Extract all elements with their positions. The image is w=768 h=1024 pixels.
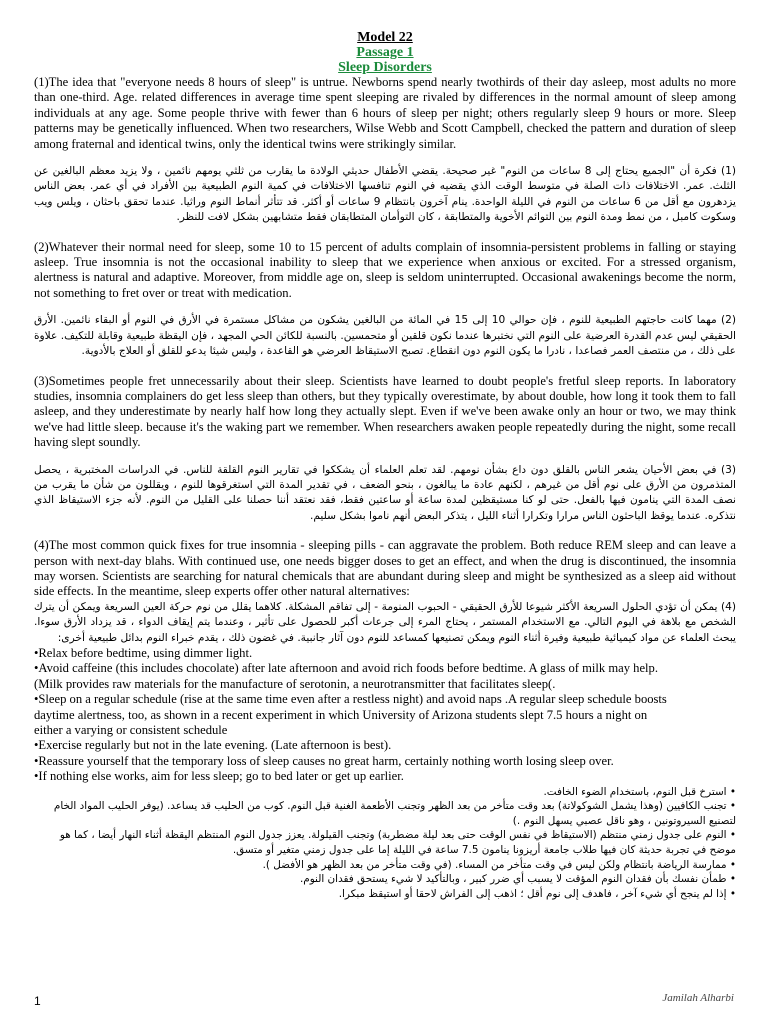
tip-arabic: • ممارسة الرياضة بانتظام ولكن ليس في وقت متأخر من المساء. (في وقت متأخر من بعد الظهر هو الأفضل ).: [262, 858, 736, 871]
paragraph-4-arabic: (4) يمكن أن تؤدي الحلول السريعة الأكثر شيوعا للأرق الحقيقي - الحبوب المنومة - إلى تفاقم المشكلة. كلاهما يقلل من نوم حركة العين السريعة ويمكن أن يترك الشخص مع بلاهة في اليوم التالي. مع الاستخدام المستمر ، يحتاج المرء إلى جرعات أكبر للحصول على تأثير ، وعندما يتم إيقاف الدواء ، قد يزداد الأرق سوءا. يبحث العلماء عن مواد كيميائية طبيعية وفيرة أثناء النوم ويمكن تصنيعها كمساعد للنوم دون آثار جانبية. في غضون ذلك ، يقدم خبراء النوم بدائل طبيعية أخرى:: [34, 600, 736, 644]
document-header: [34, 30, 736, 75]
author-signature: Jamilah Alharbi: [662, 992, 734, 1004]
tip-english: either a varying or consistent schedule: [34, 723, 228, 738]
paragraph-2-english: (2)Whatever their normal need for sleep, some 10 to 15 percent of adults complain of insomnia-persistent problems in falling or staying asleep. True insomnia is not the occasional inability to sleep that we experience when anxious or excited. For a stressed organism, alertness is natural and adaptive. Moreover, from middle age on, sleep is seldom uninterrupted. Occasional awakenings become the norm, not something to fret over or treat with medication.: [34, 239, 736, 300]
page-number: 1: [34, 994, 41, 1008]
tip-english: •If nothing else works, aim for less sleep; go to bed later or get up earlier.: [34, 769, 404, 784]
tip-english: •Sleep on a regular schedule (rise at the same time even after a restless night) and avoid naps .A regular sleep schedule boosts: [34, 692, 667, 707]
passage-title: Sleep Disorders: [338, 60, 432, 75]
model-title: Model 22: [357, 30, 413, 45]
tip-arabic: • النوم على جدول زمني منتظم (الاستيقاظ في نفس الوقت حتى بعد ليلة مضطربة) وتجنب القيلولة. يعزز جدول النوم المنتظم اليقظة أثناء النهار أيضا ، كما هو موضح في تجربة حديثة كان فيها طلاب جامعة أريزونا ينامون 7.5 ساعة في الليلة إما على جدول زمني متغير أو متسق.: [59, 829, 736, 857]
paragraph-2-arabic: (2) مهما كانت حاجتهم الطبيعية للنوم ، فإن حوالي 10 إلى 15 في المائة من البالغين يشكون من مشاكل مستمرة في الأرق في النوم أو البقاء نائمين. الأرق الحقيقي ليس عدم القدرة العرضية على النوم التي نختبرها عندما نكون قلقين أو متحمسين. بالنسبة للكائن الحي المجهد ، فإن اليقظة طبيعية وقابلة للتكيف. علاوة على ذلك ، من منتصف العمر فصاعدا ، نادرا ما يكون النوم دون انقطاع. تصبح الاستيقاظ العرضي هو القاعدة ، وليس شيئا يدعو للقلق أو العلاج بالأدوية.: [34, 314, 736, 358]
paragraph-4-english: (4)The most common quick fixes for true insomnia - sleeping pills - can aggravate the problem. Both reduce REM sleep and can leave a person with next-day blahs. With continued use, one needs bigger doses to get an effect, and when the drug is discontinued, the insomnia may worsen. Scientists are searching for natural chemicals that are abundant during sleep and might be synthesized as a sleep aid without side effects. In the meantime, sleep experts offer other natural alternatives:: [34, 538, 736, 599]
passage-label: Passage 1: [356, 45, 414, 60]
tips-list-arabic: [34, 785, 736, 902]
tips-list-english: [34, 646, 736, 785]
tip-english: daytime alertness, too, as shown in a recent experiment in which University of Arizona students slept 7.5 hours a night on: [34, 707, 648, 722]
paragraph-1-arabic: (1) فكرة أن "الجميع يحتاج إلى 8 ساعات من النوم" غير صحيحة. يقضي الأطفال حديثي الولادة ما يقارب من ثلثي يومهم نائمين ، ولا يزيد معظم البالغين عن الثلث. عمر. الاختلافات ذات الصلة في متوسط الوقت الذي يقضيه في النوم تنافسها الاختلافات في كمية النوم الطبيعية بين الأفراد في أي عمر. بعض الناس يزدهرون مع أقل من 6 ساعات من النوم في الليلة الواحدة. ينام آخرون بانتظام 9 ساعات أو أكثر. قد تتأثر أنماط النوم وراثيا. عندما تحقق باحثان ، ويلس ويب وسكوت كامبل ، من نمط ومدة النوم بين التوائم الأخوية والمتطابقة ، كان التوأمان المتطابقان فقط متشابهين بشكل لافت للنظر.: [34, 165, 736, 224]
tip-english: •Relax before bedtime, using dimmer light.: [34, 646, 253, 660]
tip-arabic: • استرخ قبل النوم، باستخدام الضوء الخافت.: [543, 785, 736, 798]
paragraph-3-arabic: (3) في بعض الأحيان يشعر الناس بالقلق دون داع بشأن نومهم. لقد تعلم العلماء أن يشككوا في تقارير النوم القلقة للناس. في الدراسات المختبرية ، يحصل المتذمرون من الأرق على نوم أقل من غيرهم ، لكنهم عادة ما يبالغون ، بنحو الضعف ، في تقدير المدة التي استغرقوها للنوم ، ويقللون من شأن ما يقرب من نصف المدة التي ينامون فيها بالفعل. حتى لو كنا مستيقظين لمدة ساعة أو ساعتين فقط، فقد نعتقد أننا حصلنا على القليل من النوم. لأنه جزء الاستيقاظ الذي نتذكره. عندما يوقظ الباحثون الناس مرارا وتكرارا أثناء الليل ، يتذكر البعض أنهم ناموا بشكل سليم.: [34, 463, 736, 522]
tip-english: •Avoid caffeine (this includes chocolate) after late afternoon and avoid rich foods before bedtime. A glass of milk may help.: [34, 661, 658, 676]
tip-arabic: • تجنب الكافيين (وهذا يشمل الشوكولاتة) بعد وقت متأخر من بعد الظهر وتجنب الأطعمة الغنية قبل النوم. كوب من الحليب قد يساعد. (يوفر الحليب المواد الخام لتصنيع السيروتونين ، وهو ناقل عصبي يسهل النوم .): [53, 800, 736, 827]
paragraph-1-english: (1)The idea that "everyone needs 8 hours of sleep" is untrue. Newborns spend nearly twothirds of their day asleep, most adults no more than one-third. Age. related differences in average time spent sleeping are rivaled by differences in the normal amount of sleep among individuals at any age. Some people thrive with fewer than 6 hours of sleep per night; others regularly sleep 9 hours or more. Sleep patterns may be genetically influenced. When two researchers, Wilse Webb and Scott Campbell, checked the pattern and duration of sleep among fraternal and identical twins, only the identical twins were strikingly similar.: [34, 75, 736, 151]
document-page: [34, 30, 736, 901]
tip-arabic: • طمأن نفسك بأن فقدان النوم المؤقت لا يسبب أي ضرر كبير ، وبالتأكيد لا شيء يستحق فقدان النوم.: [299, 873, 736, 886]
tip-arabic: • إذا لم ينجح أي شيء آخر ، فاهدف إلى نوم أقل ؛ اذهب إلى الفراش لاحقا أو استيقظ مبكرا.: [338, 887, 736, 900]
tip-english: (Milk provides raw materials for the manufacture of serotonin, a neurotransmitter that facilitates sleep(.: [34, 676, 556, 691]
tip-english: •Reassure yourself that the temporary loss of sleep causes no great harm, certainly nothing worth losing sleep over.: [34, 753, 614, 768]
paragraph-3-english: (3)Sometimes people fret unnecessarily about their sleep. Scientists have learned to doubt people's fretful sleep reports. In laboratory studies, insomnia complainers do get less sleep than others, but they typically overestimate, by about double, how long it took them to fall asleep, and they underestimate by nearly half how long they actually slept. Even if we've been awake only an hour or two, we may think we've had little sleep. because it's the waking part we remember. When researchers awaken people repeatedly during the night, some recall having slept soundly.: [34, 373, 736, 450]
tip-english: •Exercise regularly but not in the late evening. (Late afternoon is best).: [34, 738, 392, 753]
